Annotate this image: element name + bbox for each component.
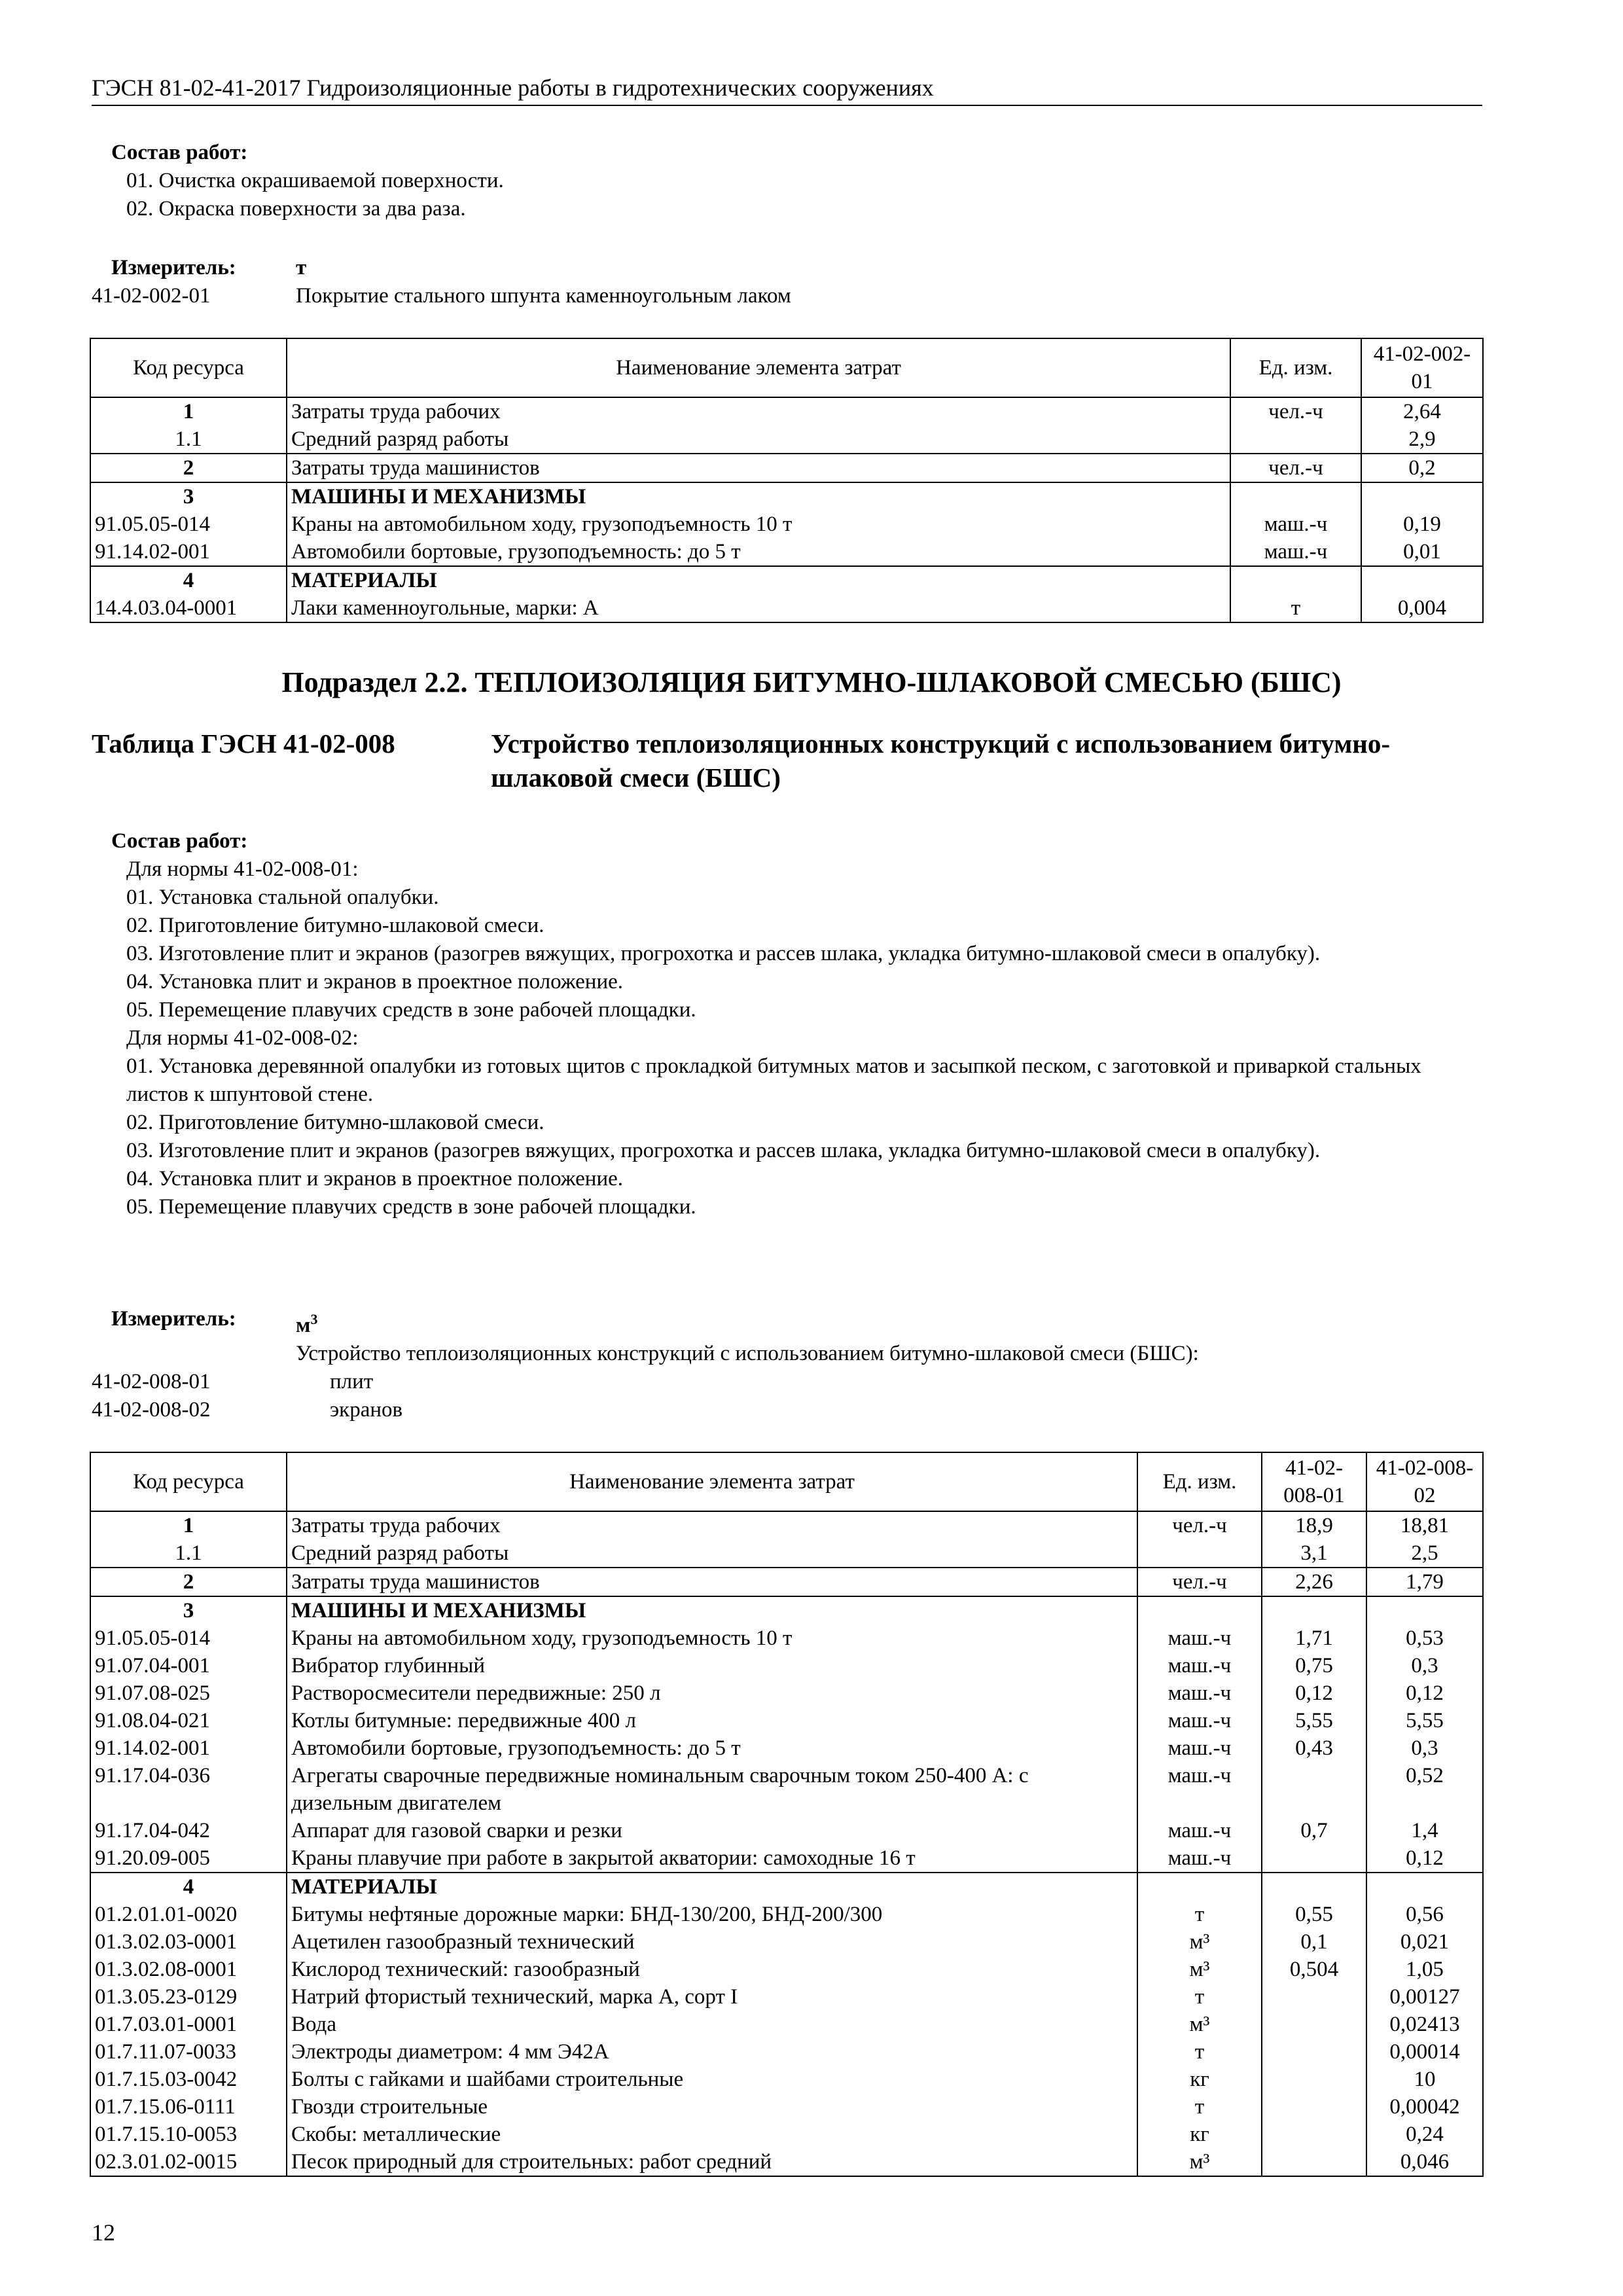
cell-name: Средний разряд работы (287, 1539, 1137, 1568)
table-row (90, 1873, 1483, 1901)
cell-code: 01.2.01.01-0020 (90, 1901, 287, 1928)
cell-unit: кг (1137, 2121, 1262, 2148)
cell-value: 0,046 (1366, 2148, 1483, 2176)
table-title-label: Таблица ГЭСН 41-02-008 (92, 728, 395, 759)
cell-value: 0,504 (1262, 1956, 1366, 1983)
cell-code: 1 (90, 1511, 287, 1539)
cell-unit: маш.-ч (1137, 1734, 1262, 1762)
cell-value: 2,9 (1361, 425, 1483, 454)
cell-value: 0,00042 (1366, 2093, 1483, 2121)
table-row (90, 2148, 1483, 2176)
measure-unit: т (296, 256, 307, 279)
cell-code: 01.7.11.07-0033 (90, 2038, 287, 2066)
table-row (90, 425, 1483, 454)
cell-name: Затраты труда машинистов (287, 454, 1230, 482)
page-number: 12 (92, 2219, 115, 2246)
cell-name: Краны на автомобильном ходу, грузоподъемность 10 т (287, 511, 1230, 538)
cell-name: Битумы нефтяные дорожные марки: БНД-130/200, БНД-200/300 (287, 1901, 1137, 1928)
cell-name: Автомобили бортовые, грузоподъемность: до 5 т (287, 538, 1230, 566)
work-item: 01. Очистка окрашиваемой поверхности. (126, 169, 504, 192)
table-row (90, 1901, 1483, 1928)
work-composition-1 (92, 139, 1486, 223)
cell-value: 5,55 (1262, 1707, 1366, 1734)
cell-value: 0,75 (1262, 1652, 1366, 1679)
cell-name: Краны на автомобильном ходу, грузоподъемность 10 т (287, 1624, 1137, 1652)
cell-value (1262, 2066, 1366, 2093)
cell-code: 3 (90, 482, 287, 511)
table-row (90, 1844, 1483, 1873)
cell-code: 1.1 (90, 425, 287, 454)
table-row (90, 2038, 1483, 2066)
table-row (90, 1762, 1483, 1817)
cell-unit (1137, 1873, 1262, 1901)
cell-unit: маш.-ч (1230, 511, 1361, 538)
col-header-code: Код ресурса (90, 338, 287, 397)
table-row (90, 566, 1483, 594)
table-row (90, 1817, 1483, 1844)
norm-description: Покрытие стального шпунта каменноугольным лаком (296, 284, 791, 308)
cell-unit: т (1137, 2038, 1262, 2066)
col-header-name: Наименование элемента затрат (287, 338, 1230, 397)
work-item: 02. Приготовление битумно-шлаковой смеси. (126, 914, 544, 937)
table-row (90, 482, 1483, 511)
cell-value: 0,52 (1366, 1762, 1483, 1817)
cell-unit: т (1137, 2093, 1262, 2121)
cell-code: 14.4.03.04-0001 (90, 594, 287, 622)
cell-value: 0,00127 (1366, 1983, 1483, 2011)
cell-value: 0,24 (1366, 2121, 1483, 2148)
resource-table-2 (90, 1452, 1484, 2177)
cell-value: 1,4 (1366, 1817, 1483, 1844)
table-row (90, 1624, 1483, 1652)
sostav-label: Состав работ: (111, 141, 248, 164)
running-header: ГЭСН 81-02-41-2017 Гидроизоляционные работы в гидротехнических сооружениях (92, 73, 1482, 106)
cell-code: 91.17.04-036 (90, 1762, 287, 1817)
cell-name: Затраты труда рабочих (287, 397, 1230, 425)
work-item: 03. Изготовление плит и экранов (разогрев вяжущих, прогрохотка и рассев шлака, укладка битумно-шлаковой смеси в опалубку). (126, 1139, 1321, 1162)
col-header-code: Код ресурса (90, 1452, 287, 1511)
cell-value: 0,55 (1262, 1901, 1366, 1928)
work-composition-2 (92, 827, 1486, 1221)
cell-name: Котлы битумные: передвижные 400 л (287, 1707, 1137, 1734)
cell-code: 91.17.04-042 (90, 1817, 287, 1844)
cell-name: Болты с гайками и шайбами строительные (287, 2066, 1137, 2093)
cell-value (1262, 1762, 1366, 1817)
cell-unit: маш.-ч (1137, 1652, 1262, 1679)
col-header-norm-1: 41-02-008-01 (1262, 1452, 1366, 1511)
cell-code: 2 (90, 1568, 287, 1596)
cell-code: 2 (90, 454, 287, 482)
cell-code: 1.1 (90, 1539, 287, 1568)
work-item: 02. Приготовление битумно-шлаковой смеси. (126, 1111, 544, 1134)
cell-unit: маш.-ч (1137, 1762, 1262, 1817)
table-row (90, 454, 1483, 482)
cell-value: 18,81 (1366, 1511, 1483, 1539)
cell-code: 91.08.04-021 (90, 1707, 287, 1734)
cell-unit (1137, 1539, 1262, 1568)
cell-code: 02.3.01.02-0015 (90, 2148, 287, 2176)
norm-code: 41-02-008-01 (92, 1370, 211, 1393)
col-header-unit: Ед. изм. (1137, 1452, 1262, 1511)
cell-name: МАШИНЫ И МЕХАНИЗМЫ (287, 482, 1230, 511)
work-item: 01. Установка стальной опалубки. (126, 886, 439, 909)
sostav-label: Состав работ: (111, 829, 248, 853)
cell-code: 91.07.04-001 (90, 1652, 287, 1679)
cell-unit (1137, 1596, 1262, 1624)
cell-value: 2,26 (1262, 1568, 1366, 1596)
cell-code: 91.14.02-001 (90, 538, 287, 566)
cell-name: Растворосмесители передвижные: 250 л (287, 1679, 1137, 1707)
cell-value: 1,05 (1366, 1956, 1483, 1983)
cell-unit: чел.-ч (1137, 1568, 1262, 1596)
cell-unit: м³ (1137, 1956, 1262, 1983)
cell-name: МАШИНЫ И МЕХАНИЗМЫ (287, 1596, 1137, 1624)
table-row (90, 1928, 1483, 1956)
cell-unit: маш.-ч (1137, 1844, 1262, 1873)
cell-value (1366, 1596, 1483, 1624)
table-row (90, 2066, 1483, 2093)
cell-value: 0,12 (1366, 1679, 1483, 1707)
cell-value: 0,43 (1262, 1734, 1366, 1762)
cell-value: 18,9 (1262, 1511, 1366, 1539)
cell-unit: м³ (1137, 2148, 1262, 2176)
cell-value (1262, 2093, 1366, 2121)
norm-description: экранов (330, 1398, 403, 1422)
work-item: 03. Изготовление плит и экранов (разогрев вяжущих, прогрохотка и рассев шлака, укладка битумно-шлаковой смеси в опалубку). (126, 942, 1321, 965)
work-item: Для нормы 41-02-008-02: (126, 1026, 359, 1050)
table-row (90, 1511, 1483, 1539)
norm-description: плит (330, 1370, 374, 1393)
table-row (90, 2121, 1483, 2148)
norm-description: Устройство теплоизоляционных конструкций с использованием битумно-шлаковой смеси (БШС): (296, 1342, 1199, 1365)
cell-name: Натрий фтористый технический, марка А, сорт I (287, 1983, 1137, 2011)
cell-code: 1 (90, 397, 287, 425)
work-item: Для нормы 41-02-008-01: (126, 857, 359, 881)
table-row (90, 594, 1483, 622)
table-row (90, 1956, 1483, 1983)
cell-code: 01.3.02.03-0001 (90, 1928, 287, 1956)
cell-value (1262, 2148, 1366, 2176)
cell-unit (1230, 566, 1361, 594)
table-row (90, 2011, 1483, 2038)
measure-unit: $м^3$ (296, 1311, 318, 1337)
work-item: 04. Установка плит и экранов в проектное положение. (126, 1167, 624, 1191)
cell-name: Вибратор глубинный (287, 1652, 1137, 1679)
cell-unit: маш.-ч (1137, 1817, 1262, 1844)
cell-code: 91.05.05-014 (90, 1624, 287, 1652)
cell-value (1361, 482, 1483, 511)
cell-code: 91.20.09-005 (90, 1844, 287, 1873)
cell-unit: м³ (1137, 1928, 1262, 1956)
table-row (90, 1679, 1483, 1707)
measure-2 (92, 1305, 1486, 1424)
cell-value: 0,02413 (1366, 2011, 1483, 2038)
cell-value (1262, 1596, 1366, 1624)
cell-value: 0,00014 (1366, 2038, 1483, 2066)
cell-value: 10 (1366, 2066, 1483, 2093)
cell-unit: маш.-ч (1137, 1679, 1262, 1707)
table-row (90, 1983, 1483, 2011)
table-row (90, 1652, 1483, 1679)
work-item: 05. Перемещение плавучих средств в зоне рабочей площадки. (126, 998, 696, 1022)
cell-code: 4 (90, 566, 287, 594)
cell-code: 91.14.02-001 (90, 1734, 287, 1762)
cell-value (1262, 2038, 1366, 2066)
cell-value (1262, 1983, 1366, 2011)
table-row (90, 1568, 1483, 1596)
cell-value (1361, 566, 1483, 594)
measure-1 (92, 254, 1486, 310)
cell-value: 0,01 (1361, 538, 1483, 566)
cell-code: 01.7.15.10-0053 (90, 2121, 287, 2148)
cell-value: 0,3 (1366, 1652, 1483, 1679)
cell-name: Затраты труда рабочих (287, 1511, 1137, 1539)
table-row (90, 511, 1483, 538)
table-title-text: Устройство теплоизоляционных конструкций с использованием битумно-шлаковой смеси (БШС) (491, 728, 1391, 793)
col-header-norm-2: 41-02-008-02 (1366, 1452, 1483, 1511)
table-row (90, 1539, 1483, 1568)
cell-unit: т (1137, 1901, 1262, 1928)
work-item: 04. Установка плит и экранов в проектное положение. (126, 970, 624, 994)
cell-value: 0,19 (1361, 511, 1483, 538)
cell-value: 2,64 (1361, 397, 1483, 425)
cell-value: 0,56 (1366, 1901, 1483, 1928)
cell-name: Автомобили бортовые, грузоподъемность: до 5 т (287, 1734, 1137, 1762)
cell-value: 0,021 (1366, 1928, 1483, 1956)
measure-label: Измеритель: (111, 256, 236, 279)
cell-name: МАТЕРИАЛЫ (287, 566, 1230, 594)
cell-name: Электроды диаметром: 4 мм Э42А (287, 2038, 1137, 2066)
table-row (90, 1734, 1483, 1762)
cell-value (1262, 1873, 1366, 1901)
table-row (90, 1707, 1483, 1734)
cell-name: Средний разряд работы (287, 425, 1230, 454)
cell-value: 0,53 (1366, 1624, 1483, 1652)
cell-value: 0,3 (1366, 1734, 1483, 1762)
cell-code: 01.3.05.23-0129 (90, 1983, 287, 2011)
cell-name: Песок природный для строительных: работ средний (287, 2148, 1137, 2176)
resource-table-1 (90, 338, 1484, 623)
cell-unit: т (1230, 594, 1361, 622)
cell-name: Гвозди строительные (287, 2093, 1137, 2121)
cell-value: 0,7 (1262, 1817, 1366, 1844)
work-item: 02. Окраска поверхности за два раза. (126, 197, 466, 221)
cell-code: 01.3.02.08-0001 (90, 1956, 287, 1983)
cell-value: 5,55 (1366, 1707, 1483, 1734)
cell-unit: т (1137, 1983, 1262, 2011)
cell-value (1366, 1873, 1483, 1901)
cell-unit: маш.-ч (1137, 1624, 1262, 1652)
table-row (90, 538, 1483, 566)
table-row (90, 397, 1483, 425)
cell-value: 0,12 (1366, 1844, 1483, 1873)
cell-name: Лаки каменноугольные, марки: А (287, 594, 1230, 622)
cell-name: Вода (287, 2011, 1137, 2038)
cell-value: 0,12 (1262, 1679, 1366, 1707)
cell-code: 4 (90, 1873, 287, 1901)
cell-value (1262, 2011, 1366, 2038)
cell-code: 91.07.08-025 (90, 1679, 287, 1707)
cell-name: Кислород технический: газообразный (287, 1956, 1137, 1983)
cell-name: Аппарат для газовой сварки и резки (287, 1817, 1137, 1844)
cell-code: 91.05.05-014 (90, 511, 287, 538)
cell-name: Скобы: металлические (287, 2121, 1137, 2148)
cell-unit: маш.-ч (1137, 1707, 1262, 1734)
cell-unit (1230, 482, 1361, 511)
col-header-name: Наименование элемента затрат (287, 1452, 1137, 1511)
table-row (90, 1596, 1483, 1624)
cell-name: МАТЕРИАЛЫ (287, 1873, 1137, 1901)
cell-unit: чел.-ч (1230, 454, 1361, 482)
cell-value (1262, 2121, 1366, 2148)
cell-value: 2,5 (1366, 1539, 1483, 1568)
cell-value: 3,1 (1262, 1539, 1366, 1568)
cell-value (1262, 1844, 1366, 1873)
cell-name: Агрегаты сварочные передвижные номинальным сварочным током 250-400 А: с дизельным двигателем (287, 1762, 1137, 1817)
cell-code: 3 (90, 1596, 287, 1624)
cell-unit: кг (1137, 2066, 1262, 2093)
cell-name: Ацетилен газообразный технический (287, 1928, 1137, 1956)
cell-value: 0,004 (1361, 594, 1483, 622)
cell-value: 1,79 (1366, 1568, 1483, 1596)
cell-unit: чел.-ч (1137, 1511, 1262, 1539)
cell-unit: м³ (1137, 2011, 1262, 2038)
cell-code: 01.7.15.06-0111 (90, 2093, 287, 2121)
cell-code: 01.7.03.01-0001 (90, 2011, 287, 2038)
work-item: 01. Установка деревянной опалубки из готовых щитов с прокладкой битумных матов и засыпкой песком, с заготовкой и приваркой стальных листов к шпунтовой стене. (126, 1054, 1421, 1106)
col-header-norm: 41-02-002-01 (1361, 338, 1483, 397)
measure-label: Измеритель: (111, 1307, 236, 1331)
cell-value: 0,2 (1361, 454, 1483, 482)
cell-value: 0,1 (1262, 1928, 1366, 1956)
subsection-title: Подраздел 2.2. ТЕПЛОИЗОЛЯЦИЯ БИТУМНО-ШЛАКОВОЙ СМЕСЬЮ (БШС) (281, 666, 1342, 698)
col-header-unit: Ед. изм. (1230, 338, 1361, 397)
norm-code: 41-02-008-02 (92, 1398, 211, 1422)
norm-code: 41-02-002-01 (92, 284, 211, 308)
table-row (90, 2093, 1483, 2121)
cell-code: 01.7.15.03-0042 (90, 2066, 287, 2093)
cell-value: 1,71 (1262, 1624, 1366, 1652)
cell-unit: чел.-ч (1230, 397, 1361, 425)
cell-name: Краны плавучие при работе в закрытой акватории: самоходные 16 т (287, 1844, 1137, 1873)
cell-unit: маш.-ч (1230, 538, 1361, 566)
cell-name: Затраты труда машинистов (287, 1568, 1137, 1596)
cell-unit (1230, 425, 1361, 454)
work-item: 05. Перемещение плавучих средств в зоне рабочей площадки. (126, 1195, 696, 1219)
